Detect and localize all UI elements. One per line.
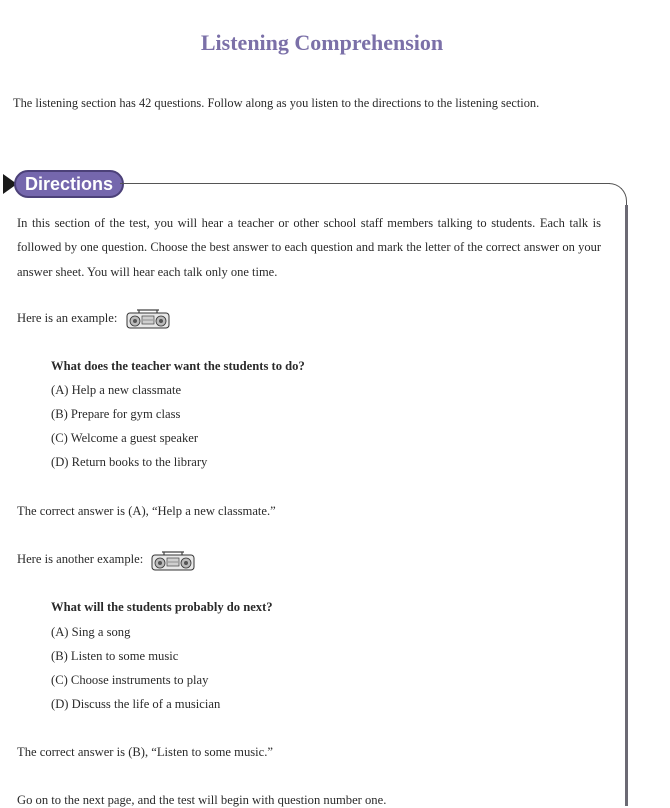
page-title: Listening Comprehension bbox=[200, 30, 444, 55]
directions-side-rule bbox=[625, 205, 628, 806]
directions-paragraph: In this section of the test, you will hear a teacher or other school staff members talking to students. Each talk is followed by one question. Choose the best answer to each question and mark the letter of the correct answer on your answer sheet. You will hear each talk only one time. bbox=[17, 216, 601, 279]
intro-text: The listening section has 42 questions. Follow along as you listen to the directions to the listening section. bbox=[13, 96, 540, 110]
radio-cassette-icon bbox=[150, 547, 196, 573]
example-1-option-a: (A) Help a new classmate bbox=[51, 383, 182, 397]
example-2-question: What will the students probably do next? bbox=[51, 600, 273, 614]
example-1-intro: Here is an example: bbox=[17, 311, 118, 325]
directions-corner-rule bbox=[598, 183, 627, 212]
example-2-option-b: (B) Listen to some music bbox=[51, 649, 179, 663]
example-1-question: What does the teacher want the students to do? bbox=[51, 359, 305, 373]
footer-text: Go on to the next page, and the test will begin with question number one. bbox=[17, 793, 387, 807]
example-1-option-d: (D) Return books to the library bbox=[51, 455, 208, 469]
example-2-option-c: (C) Choose instruments to play bbox=[51, 673, 209, 687]
directions-badge: Directions bbox=[14, 170, 124, 198]
example-2-option-d: (D) Discuss the life of a musician bbox=[51, 697, 221, 711]
example-2-intro: Here is another example: bbox=[17, 552, 144, 566]
example-1-option-c: (C) Welcome a guest speaker bbox=[51, 431, 199, 445]
example-1-answer: The correct answer is (A), “Help a new classmate.” bbox=[17, 504, 276, 518]
example-2-answer: The correct answer is (B), “Listen to some music.” bbox=[17, 745, 273, 759]
example-2-option-a: (A) Sing a song bbox=[51, 625, 131, 639]
radio-cassette-icon bbox=[125, 306, 171, 330]
example-1-option-b: (B) Prepare for gym class bbox=[51, 407, 181, 421]
directions-top-rule bbox=[120, 183, 610, 184]
